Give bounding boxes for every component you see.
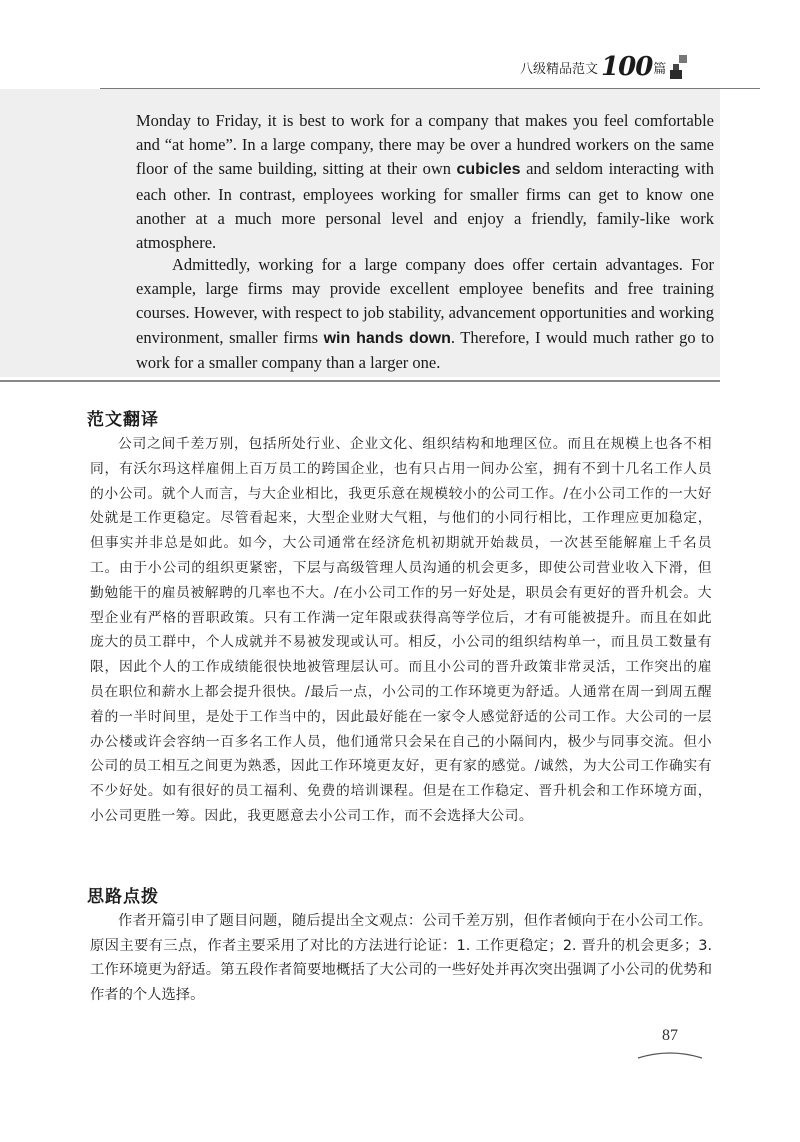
english-paragraph-2: [136, 253, 714, 375]
english-paragraph-1: [136, 109, 714, 255]
translation-heading: 范文翻译: [87, 410, 159, 430]
bold-term: cubicles: [456, 161, 521, 179]
passage-divider: [0, 380, 720, 382]
text-run: . Therefore, I would much rather go to work for a smaller company than a larger one.: [136, 327, 714, 372]
translation-body: 公司之间千差万别，包括所处行业、企业文化、组织结构和地理区位。而且在规模上也各不相同，有沃尔玛这样雇佣上百万员工的跨国企业，也有只占用一间办公室，拥有不到十几名工作人员的小公司。就个人而言，与大企业相比，我更乐意在规模较小的公司工作。/在小公司工作的一大好处就是工作更稳定。尽管看起来，大型企业财大气粗，与他们的小同行相比，工作理应更加稳定，但事实并非总是如此。如今，大公司通常在经济危机初期就开始裁员，一次甚至能解雇上千名员工。由于小公司的组织更紧密，下层与高级管理人员沟通的机会更多，即使公司营业收入下滑，但勤勉能干的雇员被解聘的几率也不大。/在小公司工作的另一好处是，职员会有更好的晋升机会。大型企业有严格的晋职政策。只有工作满一定年限或获得高等学位后，才有可能被提升。而且在如此庞大的员工群中，个人成就并不易被发现或认可。相反，小公司的组织结构单一，而且员工数量有限，因此个人的工作成绩能很快地被管理层认可。而且小公司的晋升政策非常灵活，工作突出的雇员在职位和薪水上都会提升很快。/最后一点，小公司的工作环境更为舒适。人通常在周一到周五醒着的一半时间里，是处于工作当中的，因此最好能在一家令人感觉舒适的公司工作。大公司的一层办公楼或许会容纳一百多名工作人员，他们通常只会呆在自己的小隔间内，极少与同事交流。但小公司的员工相互之间更为熟悉，因此工作环境更友好，更有家的感觉。/诚然，为大公司工作确实有不少好处。如有很好的员工福利、免费的培训课程。但是在工作稳定、晋升机会和工作环境方面，小公司更胜一筹。因此，我更愿意去小公司工作，而不会选择大公司。: [90, 436, 712, 824]
bold-term: win hands down: [323, 329, 451, 347]
text-run: Admittedly, working for a large company does offer certain advantages. For example, large firms may provide excellent employee benefits and free training courses. However, with respect to job stability, advancement opportunities and working environment, smaller firms: [136, 255, 714, 347]
page-number: 87: [662, 1027, 678, 1044]
tips-body: 作者开篇引申了题目问题，随后提出全文观点：公司千差万别，但作者倾向于在小公司工作。原因主要有三点，作者主要采用了对比的方法进行论证：1. 工作更稳定；2. 晋升的机会更多；3. 工作环境更为舒适。第五段作者简要地概括了大公司的一些好处并再次突出强调了小公司的优势和作者的个人选择。: [90, 913, 712, 1003]
series-number: 100: [601, 52, 653, 82]
header-ornament-icon: [670, 55, 692, 79]
series-unit: 篇: [653, 61, 667, 77]
series-title: 八级精品范文: [520, 61, 599, 77]
running-header: [520, 54, 760, 80]
text-run: Monday to Friday, it is best to work for a company that makes you feel comfortable and “at home”. In a large company, there may be over a hundred workers on the same floor of the same building, sitting at their own: [136, 111, 714, 179]
text-run: and seldom interacting with each other. In contrast, employees working for smaller firms can get to know one another at a much more personal level and enjoy a friendly, family-like work atmosphere.: [136, 159, 715, 253]
tips-heading: 思路点拨: [87, 887, 159, 907]
page-number-swoosh-icon: [636, 1050, 704, 1060]
